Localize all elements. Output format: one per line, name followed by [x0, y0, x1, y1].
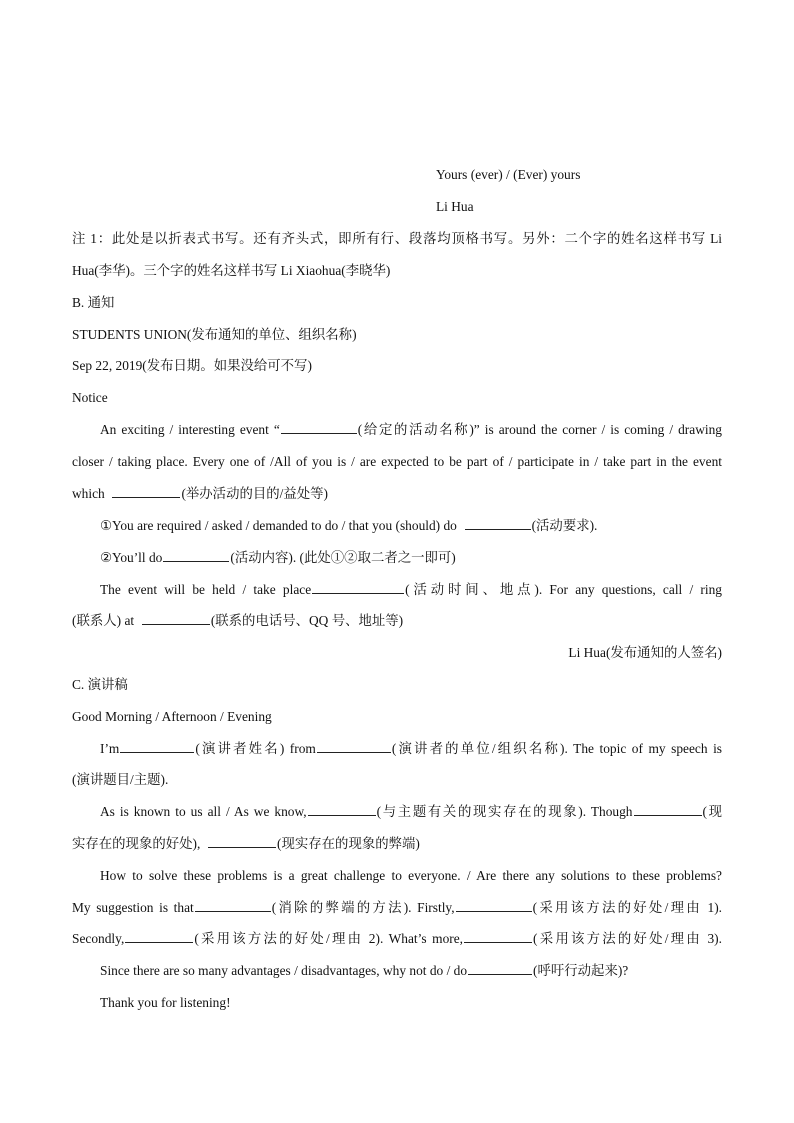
blank-line	[125, 930, 193, 943]
notice-p1-line-3: which (举办活动的目的/益处等)	[72, 486, 328, 501]
blank-line	[464, 930, 532, 943]
blank-line	[308, 803, 376, 816]
notice-p1-line-1: An exciting / interesting event “ (给定的活动名称)” is around the corner / is coming / drawing	[100, 422, 722, 437]
blank-line	[195, 899, 271, 912]
speech-p2-line-1: As is known to us all / As we know, (与主题有关的现实存在的现象). Though (现	[100, 804, 722, 819]
speech-p2-line-2: 实存在的现象的好处), (现实存在的现象的弊端)	[72, 836, 420, 851]
closing-name: Li Hua	[436, 199, 474, 214]
note-line-1: 注 1：此处是以折表式书写。还有齐头式，即所有行、段落均顶格书写。另外：二个字的姓名这样书写 Li	[72, 231, 722, 246]
notice-date: Sep 22, 2019(发布日期。如果没给可不写)	[72, 358, 312, 373]
notice-p3-line-1: The event will be held / take place (活动时间、地点). For any questions, call / ring	[100, 582, 722, 597]
blank-line	[112, 485, 180, 498]
speech-p1-line-1: I’m (演讲者姓名) from (演讲者的单位/组织名称). The topic of my speech is	[100, 741, 722, 756]
speech-greeting: Good Morning / Afternoon / Evening	[72, 709, 272, 724]
blank-line	[163, 549, 229, 562]
speech-p3-line-1: How to solve these problems is a great challenge to everyone. / Are there any solutions to these problems?	[100, 868, 722, 883]
blank-line	[142, 612, 210, 625]
blank-line	[634, 803, 702, 816]
blank-line	[465, 517, 531, 530]
note-line-2: Hua(李华)。三个字的姓名这样书写 Li Xiaohua(李晓华)	[72, 263, 391, 278]
blank-line	[468, 962, 532, 975]
section-b-heading: B. 通知	[72, 295, 115, 310]
blank-line	[208, 835, 276, 848]
notice-signature: Li Hua(发布通知的人签名)	[568, 645, 722, 660]
notice-org: STUDENTS UNION(发布通知的单位、组织名称)	[72, 327, 357, 342]
notice-option-2: ②You’ll do (活动内容). (此处①②取二者之一即可)	[100, 550, 456, 565]
notice-p3-line-2: (联系人) at (联系的电话号、QQ 号、地址等)	[72, 613, 404, 628]
blank-line	[317, 740, 391, 753]
notice-option-1: ①You are required / asked / demanded to do / that you (should) do (活动要求).	[100, 518, 598, 533]
speech-p1-line-2: (演讲题目/主题).	[72, 772, 169, 787]
blank-line	[312, 581, 404, 594]
closing-line: Yours (ever) / (Ever) yours	[436, 167, 581, 182]
notice-title: Notice	[72, 390, 108, 405]
blank-line	[281, 421, 357, 434]
speech-p3-line-2: My suggestion is that (消除的弊端的方法). Firstly, (采用该方法的好处/理由 1).	[72, 900, 722, 915]
blank-line	[456, 899, 532, 912]
blank-line	[120, 740, 194, 753]
speech-thanks: Thank you for listening!	[100, 995, 231, 1010]
speech-p3-line-3: Secondly, (采用该方法的好处/理由 2). What’s more, (采用该方法的好处/理由 3).	[72, 931, 722, 946]
section-c-heading: C. 演讲稿	[72, 677, 128, 692]
speech-p4: Since there are so many advantages / disadvantages, why not do / do (呼吁行动起来)?	[100, 963, 629, 978]
notice-p1-line-2: closer / taking place. Every one of /All of you is / are expected to be part of / participate in / take part in the event	[72, 454, 722, 469]
